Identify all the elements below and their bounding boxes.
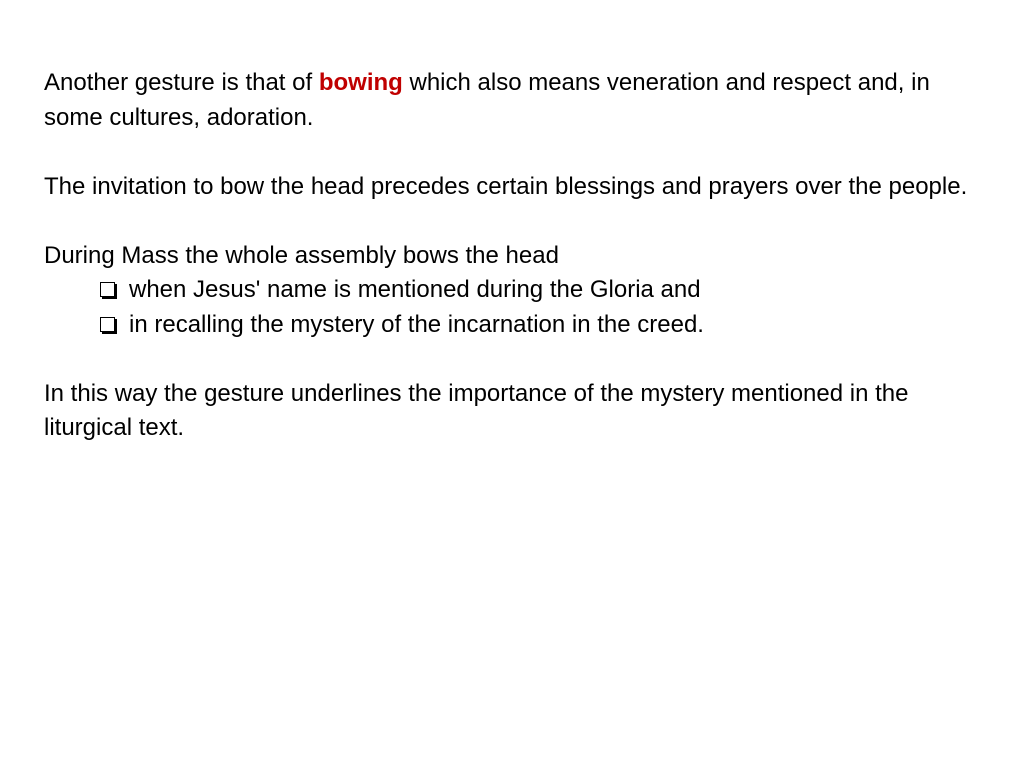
paragraph-conclusion: In this way the gesture underlines the importance of the mystery mentioned in the liturgical text. — [44, 379, 909, 441]
emphasis-bowing: bowing — [318, 69, 403, 96]
bullet-item — [44, 273, 994, 308]
slide-content — [44, 66, 994, 446]
paragraph-bowing-rest: which also means veneration and respect and, in some cultures, adoration. — [44, 69, 930, 131]
paragraph-invitation: The invitation to bow the head precedes certain blessings and prayers over the people. — [44, 172, 968, 200]
bullet-item — [44, 308, 994, 343]
bullet-text: when Jesus' name is mentioned during the Gloria and — [129, 276, 701, 303]
paragraph-bowing — [44, 66, 994, 135]
checkbox-square-icon — [100, 282, 115, 297]
bullet-text: in recalling the mystery of the incarnation in the creed. — [129, 310, 704, 338]
paragraph-bowing-lead: Another gesture is that of — [44, 69, 319, 96]
paragraph-assembly: During Mass the whole assembly bows the head — [44, 241, 559, 269]
checkbox-square-icon — [100, 317, 115, 332]
bullet-list — [44, 273, 994, 342]
